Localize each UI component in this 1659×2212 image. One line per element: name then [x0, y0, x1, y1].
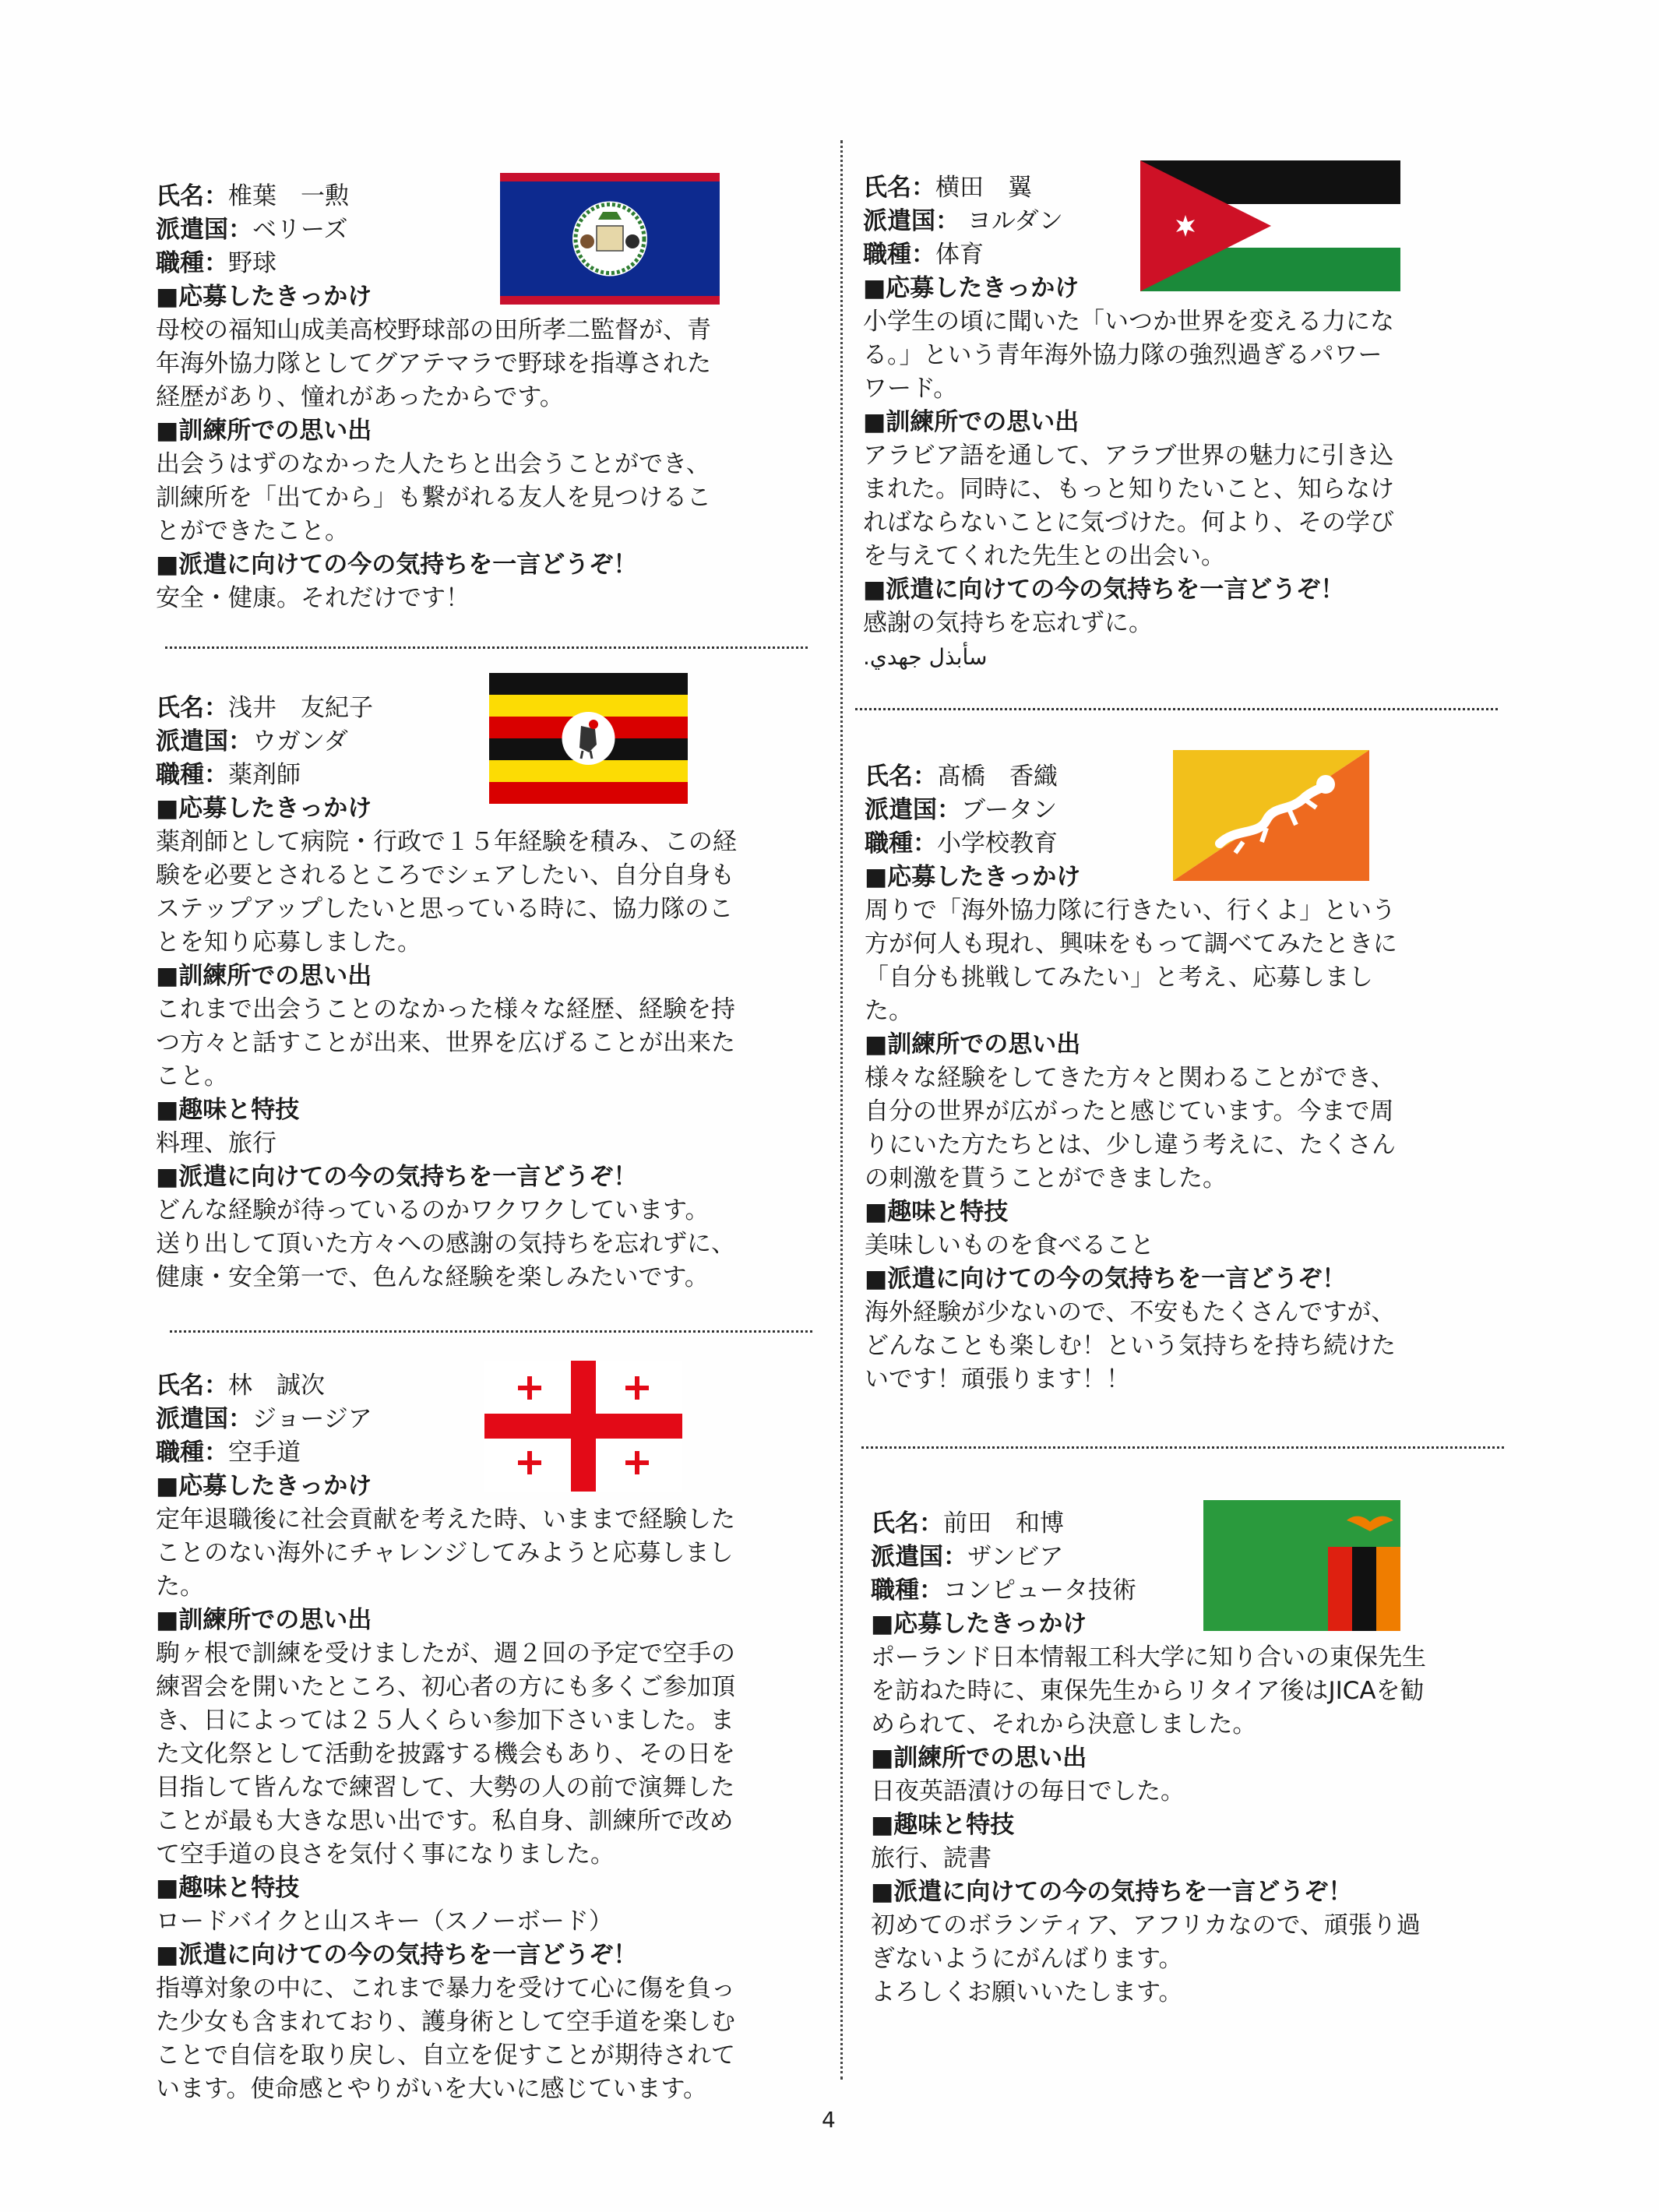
message-text: 安全・健康。それだけです！ [156, 584, 470, 612]
country-value: ウガンダ [252, 727, 348, 756]
training-text: 出会うはずのなかった人たちと出会うことができ、 訓練所を「出てから」も繋がれる友人を見つけるこ とができたこと。 [156, 450, 711, 545]
volunteer-name: 前田 和博 [943, 1509, 1064, 1537]
hobby-text: 旅行、読書 [871, 1844, 992, 1872]
country-value: ベリーズ [252, 216, 348, 244]
training-heading: ■訓練所での思い出 [865, 1030, 1081, 1058]
message-arabic-text: سأبذل جهدي. [863, 644, 988, 670]
message-heading: ■派遣に向けての今の気持ちを一言どうぞ！ [156, 551, 638, 579]
job-value: 小学校教育 [937, 830, 1058, 858]
country-value: ヨルダン [960, 207, 1063, 235]
training-heading: ■訓練所での思い出 [871, 1744, 1087, 1772]
hobby-text: 料理、旅行 [156, 1129, 276, 1157]
message-text: どんな経験が待っているのかワクワクしています。 送り出して頂いた方々への感謝の気持ちを忘れずに、 健康・安全第一で、色んな経験を楽しみたいです。 [156, 1196, 735, 1291]
message-text: 感謝の気持ちを忘れずに。 [863, 609, 1153, 637]
name-row: 氏名：浅井 友紀子 [156, 694, 373, 722]
training-text: 駒ヶ根で訓練を受けましたが、週２回の予定で空手の 練習会を開いたところ、初心者の方にも多くご参加頂 き、日によっては２５人くらい参加下さいました。ま た文化祭として活動を披露する機会もあり、その日を 目指して皆んなで練習して、大勢の人の前で演舞した ことが最も大きな思い出です。私自身、訓練所で改め て空手道の良さを気付く事になりました。 [156, 1640, 735, 1869]
country-row: 派遣国：ザンビア [871, 1543, 1064, 1571]
profile-jordan [863, 171, 1548, 674]
country-row: 派遣国：ブータン [865, 796, 1058, 824]
message-text: 初めてのボランティア、アフリカなので、頑張り過 ぎないようにがんばります。 よろしくお願いいたします。 [871, 1911, 1421, 2006]
message-heading: ■派遣に向けての今の気持ちを一言どうぞ！ [865, 1265, 1347, 1293]
motivation-text: ポーランド日本情報工科大学に知り合いの東保先生 を訪ねた時に、東保先生からリタイア後はJICAを勧 められて、それから決意しました。 [871, 1643, 1426, 1738]
training-text: 日夜英語漬けの毎日でした。 [871, 1777, 1185, 1805]
name-row: 氏名：前田 和博 [871, 1509, 1064, 1537]
country-row: 派遣国： ヨルダン [863, 207, 1063, 235]
country-value: ブータン [961, 796, 1058, 824]
training-heading: ■訓練所での思い出 [156, 1606, 372, 1634]
message-heading: ■派遣に向けての今の気持ちを一言どうぞ！ [863, 576, 1345, 604]
motivation-heading: ■応募したきっかけ [865, 863, 1081, 891]
hobby-heading: ■趣味と特技 [865, 1198, 1009, 1226]
job-value: 空手道 [228, 1439, 301, 1467]
volunteer-name: 横田 翼 [935, 174, 1032, 202]
motivation-text: 薬剤師として病院・行政で１５年経験を積み、この経 験を必要とされるところでシェアしたい、自分自身も ステップアップしたいと思っている時に、協力隊のこ とを知り応募しました。 [156, 828, 737, 956]
job-row: 職種：体育 [863, 241, 984, 269]
country-row: 派遣国：ジョージア [156, 1405, 372, 1433]
motivation-text: 母校の福知山成美高校野球部の田所孝二監督が、青 年海外協力隊としてグアテマラで野球を指導された 経歴があり、憧れがあったからです。 [156, 316, 711, 411]
volunteer-name: 浅井 友紀子 [228, 694, 373, 722]
volunteer-name: 林 誠次 [228, 1372, 325, 1400]
hobby-heading: ■趣味と特技 [156, 1874, 300, 1902]
page-number: 4 [822, 2107, 836, 2133]
training-heading: ■訓練所での思い出 [156, 962, 372, 990]
message-text: 指導対象の中に、これまで暴力を受けて心に傷を負っ た少女も含まれており、護身術として空手道を楽しむ ことで自信を取り戻し、自立を促すことが期待されて います。使命感とやりがいを大いに感じています。 [156, 1974, 735, 2103]
job-value: コンピュータ技術 [943, 1576, 1136, 1604]
profile-bhutan [865, 760, 1550, 1397]
message-heading: ■派遣に向けての今の気持ちを一言どうぞ！ [871, 1878, 1353, 1906]
name-row: 氏名：髙橋 香織 [865, 763, 1058, 791]
motivation-heading: ■応募したきっかけ [871, 1610, 1087, 1638]
job-value: 体育 [935, 241, 984, 269]
volunteer-name: 髙橋 香織 [937, 763, 1058, 791]
motivation-text: 周りで「海外協力隊に行きたい、行くよ」という 方が何人も現れ、興味をもって調べてみたときに 「自分も挑戦してみたい」と考え、応募しまし た。 [865, 896, 1397, 1025]
job-row: 職種：空手道 [156, 1439, 301, 1467]
training-text: アラビア語を通して、アラブ世界の魅力に引き込 まれた。同時に、もっと知りたいこと、知らなけ ればならないことに気づけた。何より、その学び を与えてくれた先生との出会い。 [863, 442, 1394, 570]
profile-uganda [156, 692, 833, 1294]
profile-belize [156, 180, 833, 615]
training-text: 様々な経験をしてきた方々と関わることができ、 自分の世界が広がったと感じています。今まで周 りにいた方たちとは、少し違う考えに、たくさん の刺激を貰うことができました。 [865, 1064, 1396, 1192]
name-row: 氏名：横田 翼 [863, 174, 1032, 202]
motivation-heading: ■応募したきっかけ [156, 283, 372, 311]
job-value: 薬剤師 [228, 761, 301, 789]
section-divider [170, 1330, 812, 1333]
name-row: 氏名：林 誠次 [156, 1372, 325, 1400]
message-heading: ■派遣に向けての今の気持ちを一言どうぞ！ [156, 1941, 638, 1969]
hobby-text: 美味しいものを食べること [865, 1231, 1154, 1259]
job-row: 職種：コンピュータ技術 [871, 1576, 1136, 1604]
job-value: 野球 [228, 249, 276, 277]
job-row: 職種：小学校教育 [865, 830, 1058, 858]
country-row: 派遣国：ベリーズ [156, 216, 348, 244]
country-row: 派遣国：ウガンダ [156, 727, 348, 756]
country-value: ザンビア [967, 1543, 1064, 1571]
profile-georgia [156, 1369, 833, 2106]
training-heading: ■訓練所での思い出 [156, 417, 372, 445]
hobby-text: ロードバイクと山スキー（スノーボード） [156, 1907, 613, 1936]
motivation-heading: ■応募したきっかけ [863, 274, 1080, 302]
motivation-text: 小学生の頃に聞いた「いつか世界を変える力にな る。」という青年海外協力隊の強烈過ぎるパワー ワード。 [863, 308, 1394, 403]
motivation-heading: ■応募したきっかけ [156, 794, 372, 822]
section-divider [861, 1446, 1504, 1449]
message-heading: ■派遣に向けての今の気持ちを一言どうぞ！ [156, 1163, 638, 1191]
section-divider [855, 708, 1498, 710]
training-heading: ■訓練所での思い出 [863, 408, 1080, 436]
hobby-heading: ■趣味と特技 [871, 1811, 1015, 1839]
volunteer-name: 椎葉 一勲 [228, 182, 349, 210]
message-text: 海外経験が少ないので、不安もたくさんですが、 どんなことも楽しむ！という気持ちを持ち続けた いです！頑張ります！！ [865, 1298, 1396, 1393]
training-text: これまで出会うことのなかった様々な経歴、経験を持 つ方々と話すことが出来、世界を広げることが出来た こと。 [156, 995, 735, 1090]
profile-zambia [871, 1507, 1556, 2009]
column-divider [840, 140, 843, 2080]
job-row: 職種：野球 [156, 249, 276, 277]
job-row: 職種：薬剤師 [156, 761, 301, 789]
country-value: ジョージア [252, 1405, 372, 1433]
motivation-text: 定年退職後に社会貢献を考えた時、いままで経験した ことのない海外にチャレンジしてみようと応募しまし た。 [156, 1506, 735, 1601]
name-row: 氏名：椎葉 一勲 [156, 182, 349, 210]
hobby-heading: ■趣味と特技 [156, 1096, 300, 1124]
section-divider [165, 646, 808, 649]
motivation-heading: ■応募したきっかけ [156, 1472, 372, 1500]
